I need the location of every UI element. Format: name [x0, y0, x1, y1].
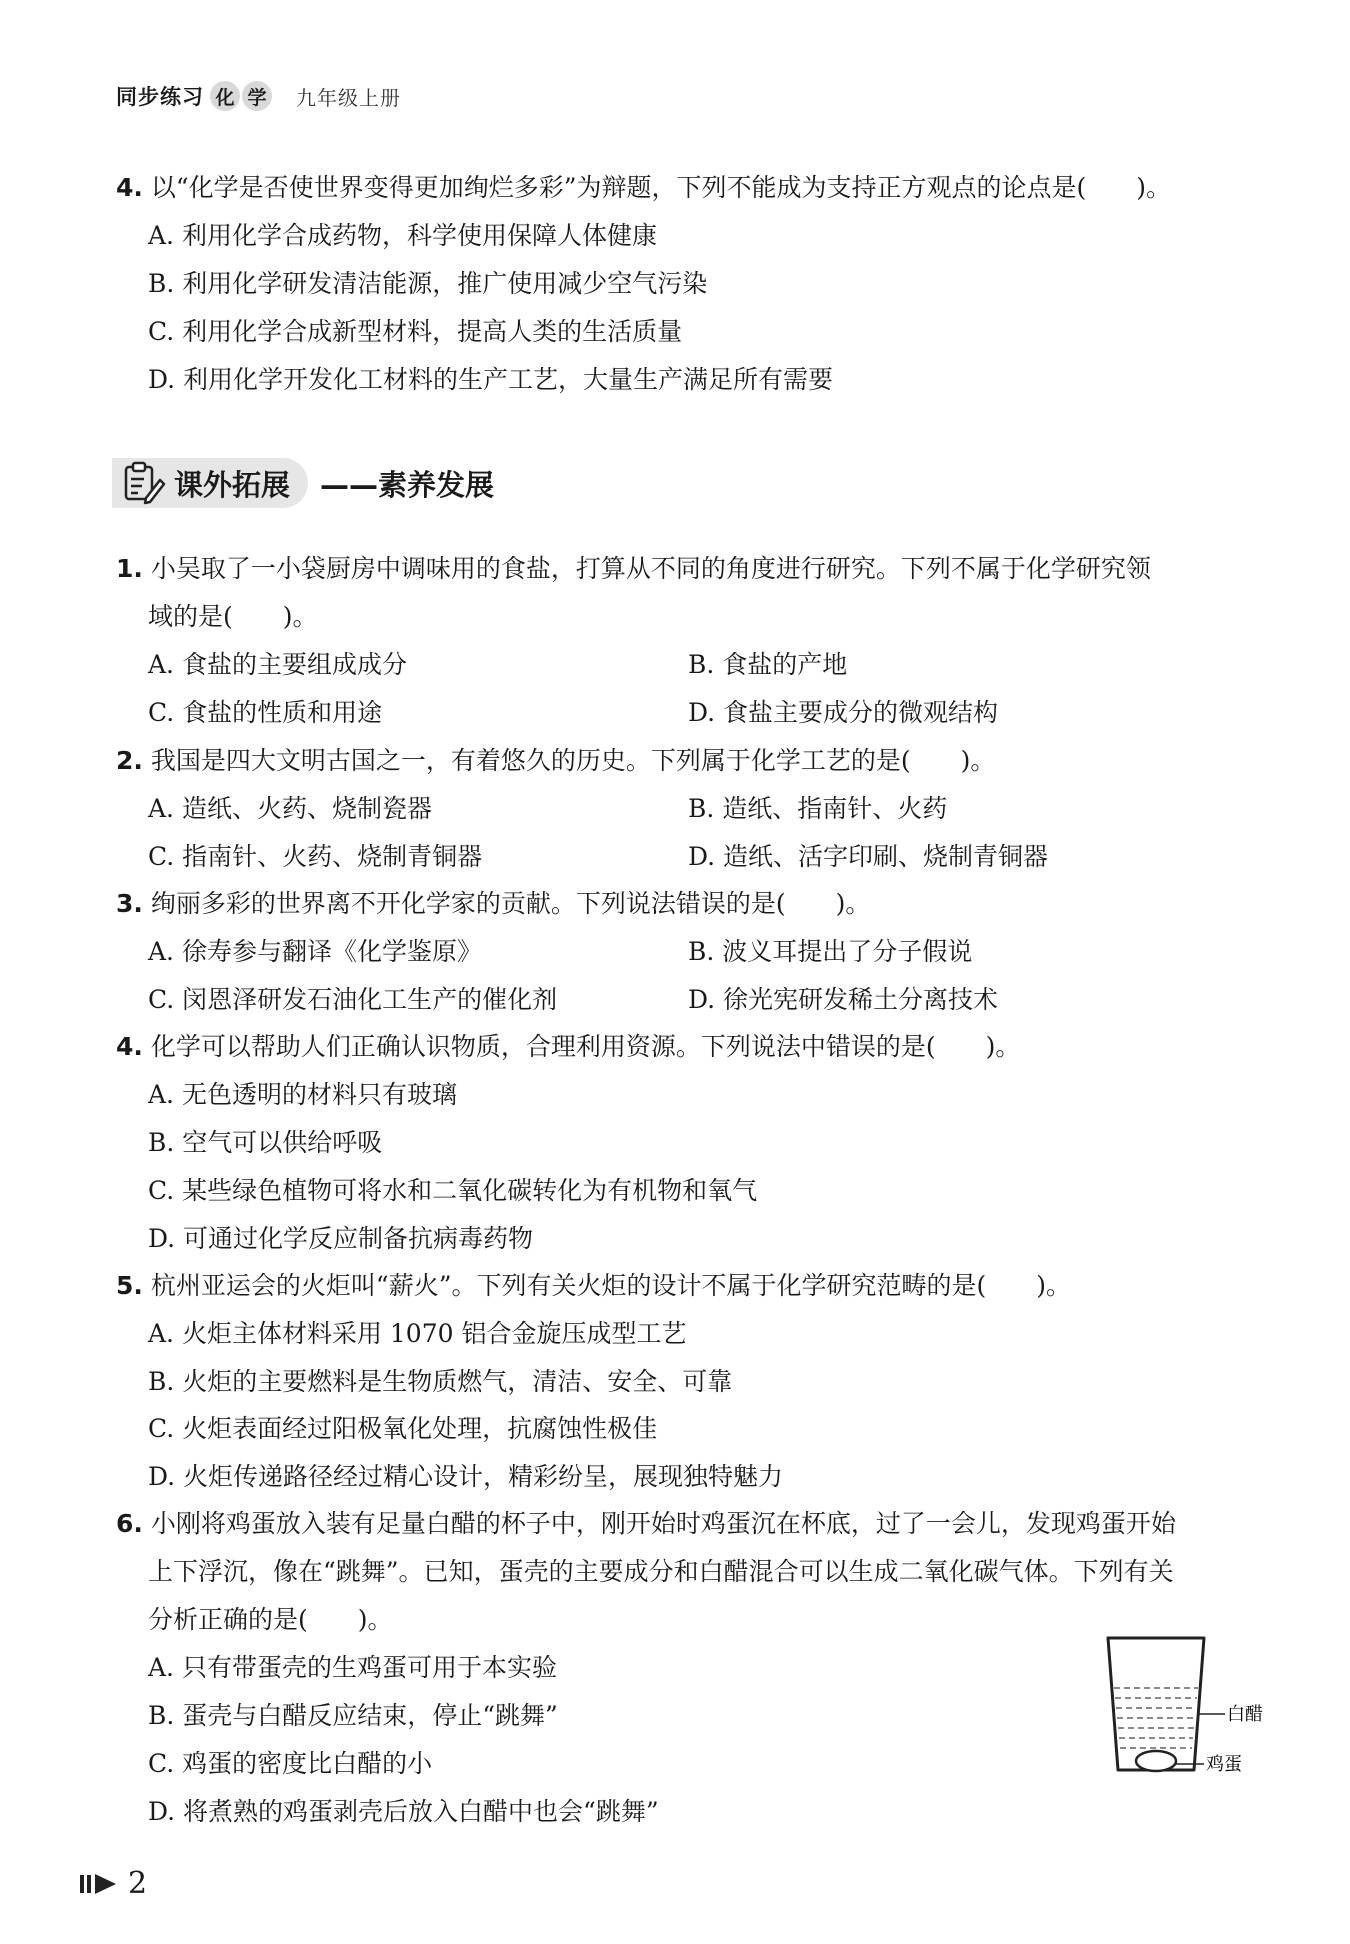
question-3-option-c: C. 闵恩泽研发石油化工生产的催化剂 [148, 985, 558, 1014]
question-stem-text: 小吴取了一小袋厨房中调味用的食盐，打算从不同的角度进行研究。下列不属于化学研究领 [150, 554, 1151, 583]
question-1-option-a: A. 食盐的主要组成成分 [148, 650, 407, 679]
section-subtitle: ——素养发展 [320, 467, 495, 502]
question-6-stem-line-3: 分析正确的是( )。 [148, 1605, 393, 1634]
question-5-option-b: B. 火炬的主要燃料是生物质燃气，清洁、安全、可靠 [148, 1367, 733, 1396]
question-6-stem-line-1 [116, 1500, 1176, 1548]
question-4-option-b: B. 空气可以供给呼吸 [148, 1128, 383, 1157]
question-6-stem-line-2: 上下浮沉，像在“跳舞”。已知，蛋壳的主要成分和白醋混合可以生成二氧化碳气体。下列有关 [148, 1557, 1174, 1586]
option-b: B. 利用化学研发清洁能源，推广使用减少空气污染 [148, 269, 708, 298]
question-6-option-c: C. 鸡蛋的密度比白醋的小 [148, 1749, 433, 1778]
cup-egg-figure [1100, 1630, 1300, 1790]
question-2-option-d: D. 造纸、活字印刷、烧制青铜器 [688, 842, 1049, 871]
clipboard-pencil-icon [120, 460, 166, 506]
question-stem-text: 以“化学是否使世界变得更加绚烂多彩”为辩题，下列不能成为支持正方观点的论点是( )。 [150, 173, 1171, 202]
question-stem-text: 我国是四大文明古国之一，有着悠久的历史。下列属于化学工艺的是( )。 [150, 746, 996, 775]
question-5-stem [116, 1262, 1071, 1310]
question-3-option-a: A. 徐寿参与翻译《化学鉴原》 [148, 937, 482, 966]
question-4-option-d: D. 可通过化学反应制备抗病毒药物 [148, 1224, 534, 1253]
page-footer [80, 1866, 147, 1901]
question-6-option-b: B. 蛋壳与白醋反应结束，停止“跳舞” [148, 1701, 558, 1730]
question-number: 4. [116, 173, 143, 202]
question-2-option-a: A. 造纸、火药、烧制瓷器 [148, 794, 432, 823]
question-number: 3. [116, 889, 143, 918]
section-tag [112, 458, 308, 508]
question-3-option-b: B. 波义耳提出了分子假说 [688, 937, 973, 966]
question-stem-text: 小刚将鸡蛋放入装有足量白醋的杯子中，刚开始时鸡蛋沉在杯底，过了一会儿，发现鸡蛋开始 [150, 1509, 1176, 1538]
option-a: A. 利用化学合成药物，科学使用保障人体健康 [148, 221, 657, 250]
question-stem-text: 绚丽多彩的世界离不开化学家的贡献。下列说法错误的是( )。 [150, 889, 871, 918]
question-4-option-a: A. 无色透明的材料只有玻璃 [148, 1080, 457, 1109]
question-number: 4. [116, 1032, 143, 1061]
play-arrow-icon [80, 1870, 120, 1898]
question-stem [116, 164, 1171, 212]
question-5-option-c: C. 火炬表面经过阳极氧化处理，抗腐蚀性极佳 [148, 1414, 658, 1443]
question-2-stem [116, 737, 995, 785]
page-number: 2 [128, 1866, 148, 1901]
option-d: D. 利用化学开发化工材料的生产工艺，大量生产满足所有需要 [148, 365, 834, 394]
question-6-option-d: D. 将煮熟的鸡蛋剥壳后放入白醋中也会“跳舞” [148, 1797, 659, 1826]
egg-label: 鸡蛋 [1206, 1754, 1242, 1775]
question-4-option-c: C. 某些绿色植物可将水和二氧化碳转化为有机物和氧气 [148, 1176, 758, 1205]
question-3-option-d: D. 徐光宪研发稀土分离技术 [688, 985, 999, 1014]
question-1-stem-line-1 [116, 545, 1151, 593]
question-5-option-d: D. 火炬传递路径经过精心设计，精彩纷呈，展现独特魅力 [148, 1462, 784, 1491]
section-title: 课外拓展 [174, 467, 291, 502]
question-1-stem-line-2: 域的是( )。 [148, 602, 318, 631]
question-number: 5. [116, 1271, 143, 1300]
question-1-option-d: D. 食盐主要成分的微观结构 [688, 698, 999, 727]
question-1-option-b: B. 食盐的产地 [688, 650, 848, 679]
question-stem-text: 杭州亚运会的火炬叫“薪火”。下列有关火炬的设计不属于化学研究范畴的是( )。 [150, 1271, 1071, 1300]
question-6-option-a: A. 只有带蛋壳的生鸡蛋可用于本实验 [148, 1653, 557, 1682]
series-title: 同步练习 [116, 85, 204, 109]
question-1-option-c: C. 食盐的性质和用途 [148, 698, 383, 727]
subject-badge [210, 81, 274, 111]
question-number: 2. [116, 746, 143, 775]
subject-char-1: 化 [210, 81, 240, 111]
question-4-stem [116, 1023, 1020, 1071]
cup-diagram [1100, 1630, 1300, 1790]
question-2-option-c: C. 指南针、火药、烧制青铜器 [148, 842, 483, 871]
vinegar-label: 白醋 [1227, 1704, 1263, 1725]
option-c: C. 利用化学合成新型材料，提高人类的生活质量 [148, 317, 683, 346]
question-2-option-b: B. 造纸、指南针、火药 [688, 794, 948, 823]
page-header [116, 76, 401, 116]
grade-label: 九年级上册 [296, 85, 401, 110]
question-stem-text: 化学可以帮助人们正确认识物质，合理利用资源。下列说法中错误的是( )。 [150, 1032, 1021, 1061]
question-5-option-a: A. 火炬主体材料采用 1070 铝合金旋压成型工艺 [148, 1319, 687, 1348]
question-number: 1. [116, 554, 143, 583]
subject-char-2: 学 [242, 81, 272, 111]
question-number: 6. [116, 1509, 143, 1538]
section-banner [112, 452, 494, 514]
question-3-stem [116, 880, 870, 928]
